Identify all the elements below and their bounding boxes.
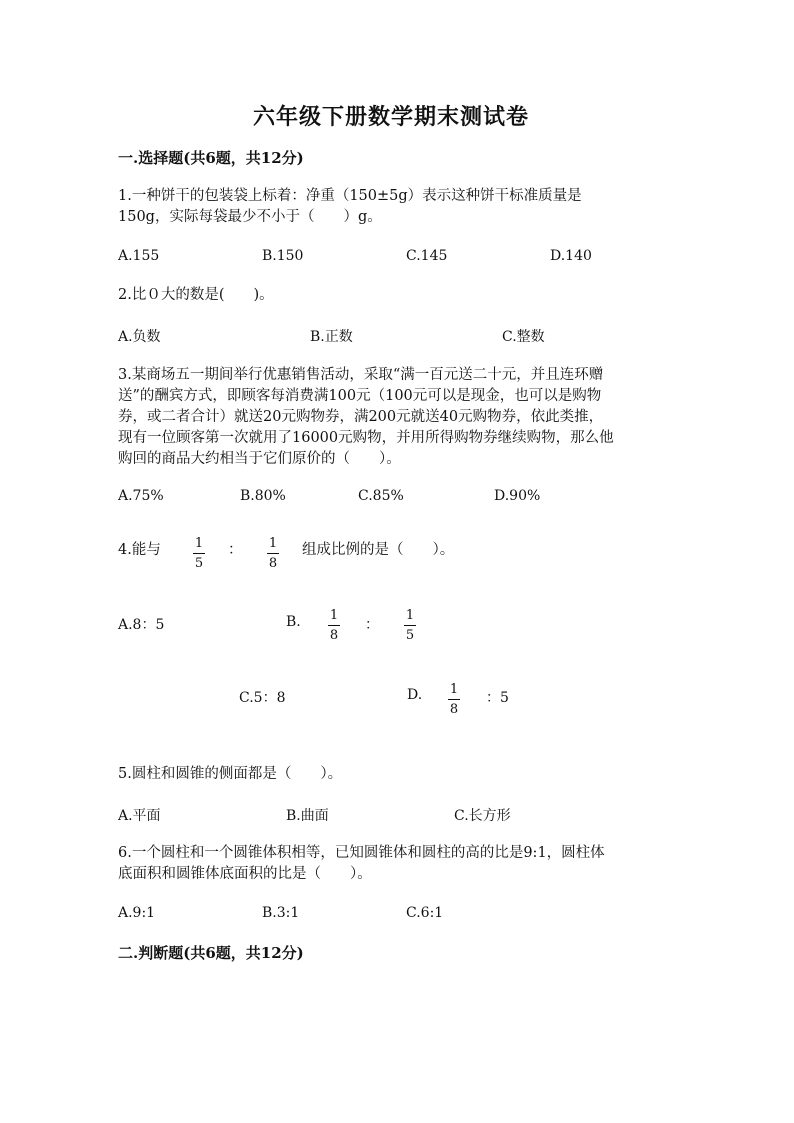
question-1-option-c: C.145 [406,248,448,264]
question-4-option-c: C.5：8 [239,690,286,706]
question-2-text: 2.比０大的数是( )。 [118,287,274,303]
question-3-line-4: 现有一位顾客第一次就用了16000元购物，并用所得购物券继续购物，那么他 [118,430,614,446]
question-1-option-d: D.140 [550,248,592,264]
question-4-prefix: 4.能与 [118,542,161,558]
question-6-option-c: C.6:1 [406,905,444,921]
question-3-option-b: B.80% [240,488,286,504]
question-5-option-b: B.曲面 [286,808,329,824]
question-3-option-c: C.85% [358,488,404,504]
fraction-denominator: 5 [405,628,415,643]
fraction-numerator: 1 [268,536,278,551]
fraction-denominator: 8 [449,702,459,717]
question-4-option-b-label: B. [286,614,301,630]
fraction-numerator: 1 [194,536,204,551]
question-6-option-a: A.9:1 [118,905,156,921]
fraction-bar [448,699,460,700]
question-3-line-2: 送”的酬宾方式，即顾客每消费满100元（100元可以是现金，也可以是购物 [118,388,602,404]
fraction-bar [267,553,279,554]
question-3-option-a: A.75% [118,488,164,504]
question-1-line-2: 150g，实际每袋最少不小于（ ）g。 [118,209,382,225]
question-4-option-b-colon: ： [365,617,379,633]
question-6-line-1: 6.一个圆柱和一个圆锥体积相等，已知圆锥体和圆柱的高的比是9:1，圆柱体 [118,845,605,861]
fraction-denominator: 8 [329,628,339,643]
question-4-fraction-a [192,536,206,571]
section-heading-choice: 一.选择题(共6题，共12分) [118,149,304,167]
question-1-option-a: A.155 [118,248,160,264]
question-2-option-c: C.整数 [502,329,545,345]
question-4-colon: ： [228,542,243,558]
question-6-line-2: 底面积和圆锥体底面积的比是（ ）。 [118,866,372,882]
section-heading-judgment: 二.判断题(共6题，共12分) [118,944,304,962]
question-3-option-d: D.90% [494,488,541,504]
question-3-line-5: 购回的商品大约相当于它们原价的（ ）。 [118,451,401,467]
question-4-option-d-fraction [447,682,461,717]
fraction-bar [328,625,340,626]
question-3-line-3: 券，或二者合计）就送20元购物券，满200元就送40元购物券，依此类推， [118,409,604,425]
question-5-text: 5.圆柱和圆锥的侧面都是（ ）。 [118,766,343,782]
question-4-option-b-fraction-2 [403,608,417,643]
fraction-numerator: 1 [329,608,339,623]
fraction-numerator: 1 [449,682,459,697]
question-2-option-a: A.负数 [118,329,161,345]
question-4-suffix: 组成比例的是（ ）。 [302,542,455,558]
question-4-fraction-b [266,536,280,571]
question-3-line-1: 3.某商场五一期间举行优惠销售活动，采取“满一百元送二十元，并且连环赠 [118,367,604,383]
fraction-denominator: 8 [268,556,278,571]
question-2-option-b: B.正数 [310,329,353,345]
question-4-option-b-fraction-1 [327,608,341,643]
question-6-option-b: B.3:1 [262,905,300,921]
page-title: 六年级下册数学期末测试卷 [253,104,530,130]
fraction-bar [404,625,416,626]
fraction-denominator: 5 [194,556,204,571]
question-5-option-a: A.平面 [118,808,161,824]
question-4-option-d-label: D. [407,687,423,703]
question-4-option-d-suffix: ：5 [486,690,509,706]
question-4-option-a: A.8：5 [118,617,165,633]
question-1-line-1: 1.一种饼干的包装袋上标着：净重（150±5g）表示这种饼干标准质量是 [118,188,582,204]
question-1-option-b: B.150 [262,248,304,264]
fraction-bar [193,553,205,554]
fraction-numerator: 1 [405,608,415,623]
question-5-option-c: C.长方形 [454,808,511,824]
